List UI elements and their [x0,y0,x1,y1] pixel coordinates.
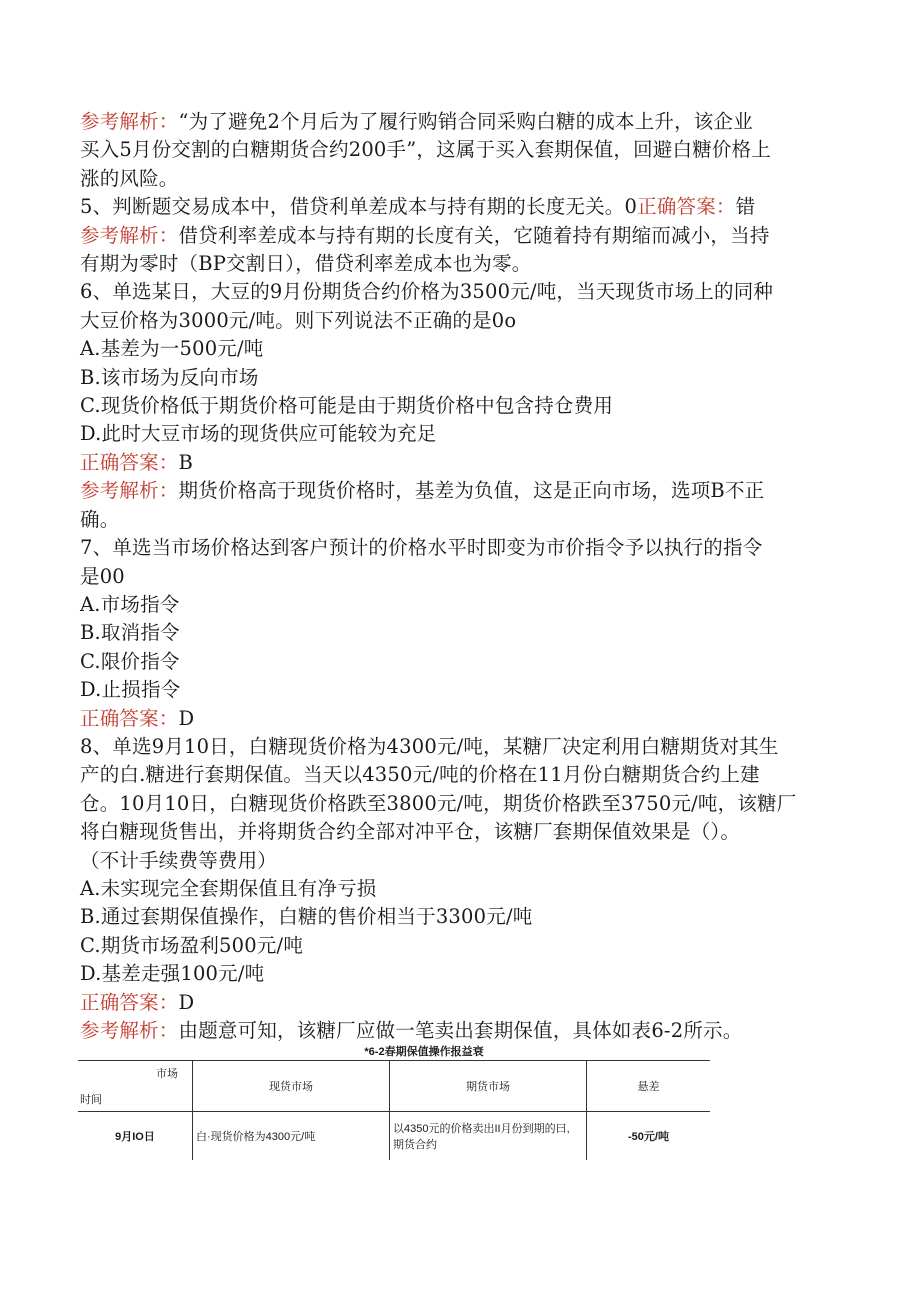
text-line [80,619,840,647]
body-text: 产的白.糖进行套期保值。当天以4350元/吨的价格在11月份白糖期货合约上建 [80,763,760,787]
label-text: 参考解析： [80,110,179,133]
text-line [80,108,840,136]
body-text: B.该市场为反向市场 [80,365,259,389]
text-line [80,733,840,761]
body-text: 涨的风险。 [80,166,179,190]
body-text: B.通过套期保值操作，白糖的售价相当于3300元/吨 [80,905,533,929]
cell-spot: 白·现货价格为4300元/吨 [193,1112,390,1161]
text-line [80,591,840,619]
body-text: 有期为零时（BP交割日），借贷利率差成本也为零。 [80,252,532,276]
label-text: 参考解析： [80,223,179,247]
text-line [80,1017,840,1045]
body-text: “为了避免2个月后为了履行购销合同采购白糖的成本上升，该企业 [178,110,753,133]
body-text: 期货价格高于现货价格时，基差为负值，这是正向市场，选项B不正 [178,479,765,503]
cell-basis: -50元/吨 [587,1112,711,1161]
corner-market-label: 市场 [156,1068,178,1080]
label-text: 参考解析： [80,1019,179,1042]
text-line [80,335,840,363]
body-text: D.止损指令 [80,678,181,702]
label-text: 正确答案： [80,450,179,474]
body-text: 7、单选当市场价格达到客户预计的价格水平时即变为市价指令予以执行的指令 [80,536,763,560]
text-line [80,818,840,846]
body-text: D.基差走强100元/吨 [80,962,265,986]
text-line [80,165,840,193]
text-line [80,790,840,818]
text-line [80,278,840,306]
hedge-table-block [78,1044,710,1160]
body-text: D [178,706,195,730]
body-text: （不计手续费等费用） [80,848,278,872]
body-text: C.现货价格低于期货价格可能是由于期货价格中包含持仓费用 [80,394,614,418]
text-line [80,392,840,420]
text-line [80,875,840,903]
label-text: 参考解析： [80,479,179,503]
table-row [78,1112,710,1161]
label-text: 正确答案： [80,990,179,1014]
hedge-table [78,1060,710,1160]
body-text: A.市场指令 [80,592,180,616]
text-line [80,761,840,789]
table-title: *6-2春期保值操作报益衰 [364,1046,484,1058]
body-text: B.取消指令 [80,621,180,645]
body-text: 将白糖现货售出，并将期货合约全部对冲平仓，该糖厂套期保值效果是（）。 [80,820,741,844]
body-text: 买入5月份交割的白糖期货合约200手”，这属于买入套期保值，回避白糖价格上 [80,138,771,162]
label-text: 正确答案： [80,706,179,730]
body-text: A.基差为一500元/吨 [80,337,264,361]
text-line [80,960,840,988]
header-futures: 期货市场 [390,1061,587,1112]
cell-futures-line1: 以4350元的价格卖出II月份到期的曰, [393,1123,570,1135]
body-text: D.此时大豆市场的现货供应可能较为充足 [80,422,437,446]
table-header-row [78,1061,710,1112]
body-text: A.未实现完全套期保值且有净亏损 [80,876,377,900]
body-text: B [178,450,194,474]
text-line [80,648,840,676]
body-text: 由题意可知，该糖厂应做一笔卖出套期保值，具体如表6-2所示。 [178,1019,743,1042]
text-line [80,932,840,960]
cell-futures-line2: 期货合约 [393,1139,437,1151]
cell-time: 9月IO日 [115,1131,155,1143]
corner-time-label: 时间 [80,1094,102,1106]
body-text: 仓。10月10日，白糖现货价格跌至3800元/吨，期货价格跌至3750元/吨，该糖厂 [80,791,797,815]
body-text: 大豆价格为3000元/吨。则下列说法不正确的是0o [80,308,517,332]
text-line [80,420,840,448]
text-line [80,222,840,250]
text-line [80,307,840,335]
header-spot: 现货市场 [193,1061,390,1112]
body-text: 错 [735,195,756,219]
text-line [80,364,840,392]
document-body [80,108,840,1045]
text-line [80,506,840,534]
body-text: 6、单选某日，大豆的9月份期货合约价格为3500元/吨，当天现货市场上的同种 [80,280,774,304]
header-basis: 悬差 [587,1061,711,1112]
corner-header-cell [78,1061,193,1112]
body-text: D [178,990,195,1014]
text-line [80,563,840,591]
text-line [80,449,840,477]
text-line [80,477,840,505]
label-text: 正确答案： [637,195,736,219]
body-text: 5、判断题交易成本中，借贷利单差成本与持有期的长度无关。0 [80,195,638,219]
text-line [80,847,840,875]
body-text: 借贷利率差成本与持有期的长度有关，它随着持有期缩而减小，当持 [178,223,770,247]
text-line [80,250,840,278]
body-text: 确。 [80,507,120,531]
text-line [80,534,840,562]
text-line [80,136,840,164]
text-line [80,705,840,733]
text-line [80,193,840,221]
text-line [80,989,840,1017]
body-text: 8、单选9月10日，白糖现货价格为4300元/吨，某糖厂决定利用白糖期货对其生 [80,734,779,758]
body-text: C.期货市场盈利500元/吨 [80,933,304,957]
text-line [80,676,840,704]
text-line [80,903,840,931]
body-text: C.限价指令 [80,649,180,673]
cell-futures [390,1112,587,1161]
body-text: 是00 [80,564,125,588]
